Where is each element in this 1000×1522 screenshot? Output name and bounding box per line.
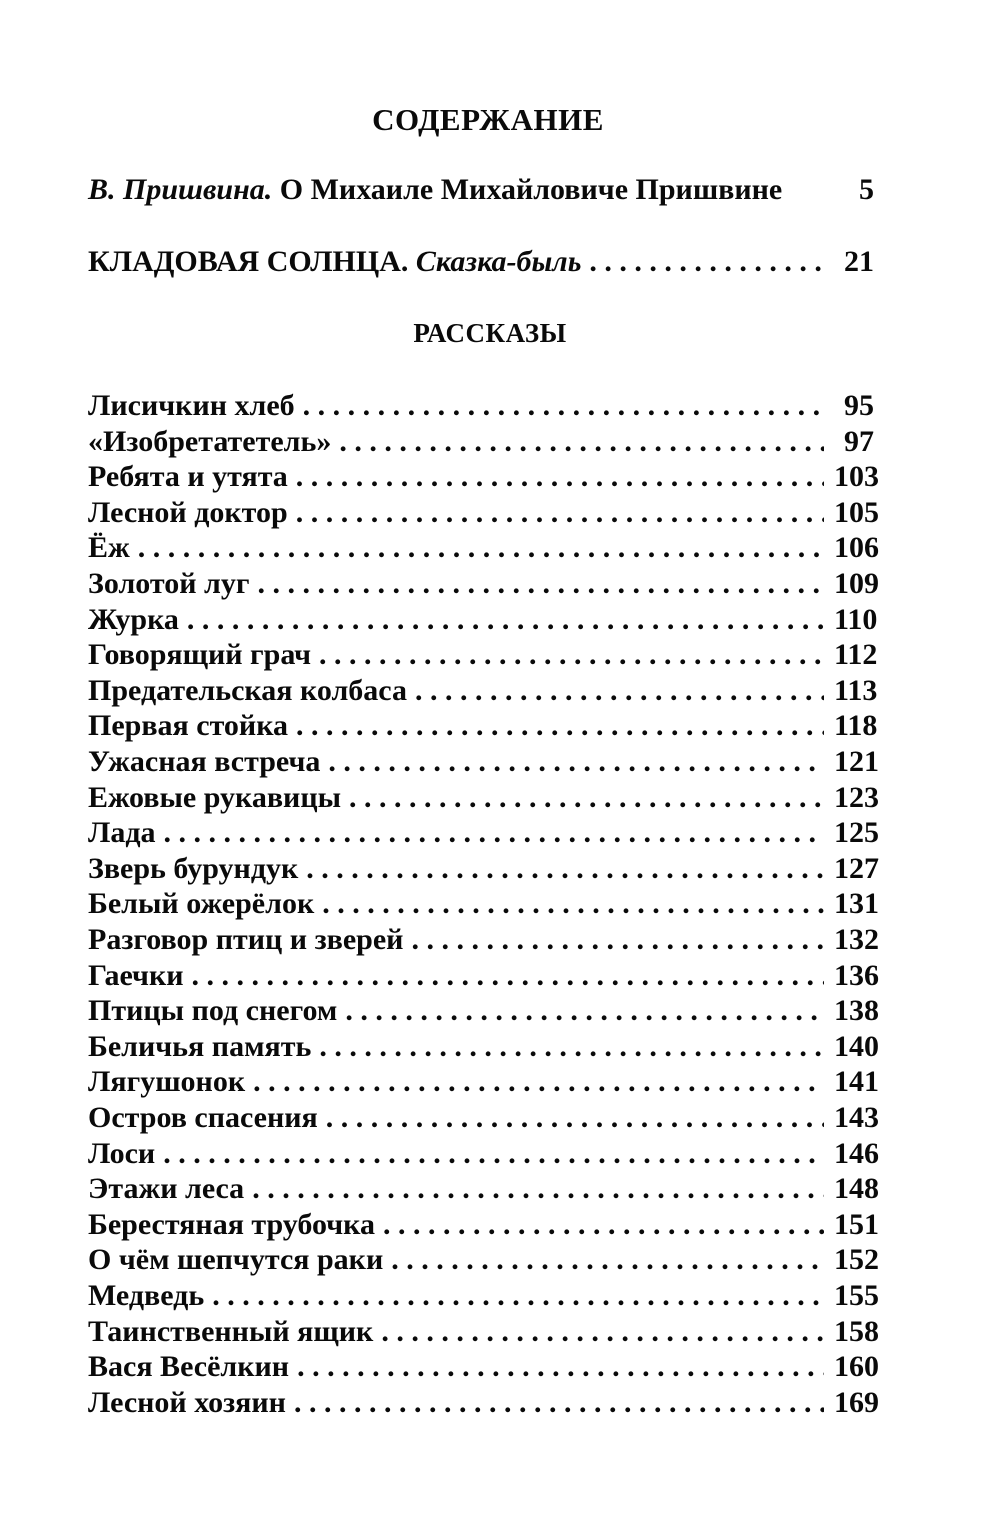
toc-entry-page-number: 127 (834, 851, 879, 885)
toc-entry-title: «Изобретатетель» (88, 424, 332, 458)
dot-leader (138, 530, 824, 566)
toc-entry-title: Говорящий грач (88, 638, 312, 672)
toc-entry[interactable] (88, 1136, 879, 1172)
toc-entry-title: Лесной доктор (88, 495, 288, 529)
toc-entry[interactable] (88, 1171, 879, 1207)
toc-entry-page-number: 103 (834, 460, 879, 494)
toc-entry-page-number: 106 (834, 531, 879, 565)
toc-entry[interactable] (88, 1278, 879, 1314)
toc-entry[interactable] (88, 780, 879, 816)
toc-entry-title: Лягушонок (88, 1065, 246, 1099)
toc-entry-title: Журка (88, 602, 179, 636)
dot-leader (163, 1136, 824, 1172)
dot-leader (326, 1100, 824, 1136)
toc-entry-title: Берестяная трубочка (88, 1207, 375, 1241)
dot-leader (383, 1207, 824, 1243)
toc-entry[interactable] (88, 1100, 879, 1136)
toc-entry[interactable] (88, 602, 878, 638)
main-work-title: КЛАДОВАЯ СОЛНЦА. (88, 245, 409, 278)
toc-entry-title: Ребята и утята (88, 460, 288, 494)
dot-leader (345, 993, 824, 1029)
dot-leader (164, 815, 824, 851)
toc-entry-page-number: 152 (834, 1243, 879, 1277)
toc-entry-intro[interactable] (88, 172, 874, 208)
main-work-label (88, 244, 581, 280)
toc-entry-page-number: 125 (834, 816, 879, 850)
toc-entry[interactable] (88, 459, 879, 495)
toc-entry[interactable] (88, 1242, 879, 1278)
dot-leader (411, 922, 824, 958)
dot-leader (257, 566, 824, 602)
toc-entry-title: Первая стойка (88, 709, 289, 743)
toc-entry[interactable] (88, 922, 879, 958)
dot-leader (187, 602, 824, 638)
toc-entry[interactable] (88, 851, 879, 887)
toc-entry-page-number: 169 (834, 1385, 879, 1419)
toc-entry[interactable] (88, 566, 879, 602)
toc-entry-title: Лисичкин хлеб (88, 389, 295, 422)
toc-entry-title: Зверь бурундук (88, 851, 299, 885)
toc-entry-title: Птицы под снегом (88, 994, 338, 1028)
dot-leader (322, 886, 824, 922)
toc-entry[interactable] (88, 1314, 879, 1350)
toc-entry-title: Разговор птиц и зверей (88, 923, 404, 956)
dot-leader (319, 637, 824, 673)
dot-leader (328, 744, 824, 780)
toc-entry-title: Ежовые рукавицы (88, 780, 342, 814)
dot-leader (297, 1349, 824, 1385)
dot-leader (589, 244, 824, 280)
toc-entry-main-work[interactable] (88, 244, 874, 280)
toc-entry[interactable] (88, 886, 879, 922)
page-title: СОДЕРЖАНИЕ (372, 102, 604, 137)
toc-entry[interactable] (88, 1349, 879, 1385)
toc-entry-title: Лесной хозяин (88, 1385, 286, 1419)
toc-entry-page-number: 97 (844, 424, 874, 458)
intro-page-number: 5 (859, 173, 874, 206)
toc-entry[interactable] (88, 388, 874, 424)
main-work-subtitle: Сказка-быль (408, 245, 582, 278)
dot-leader (303, 388, 824, 424)
toc-entry-page-number: 131 (834, 887, 879, 921)
toc-entry[interactable] (88, 708, 878, 744)
main-work-page-number: 21 (844, 245, 874, 278)
toc-entry-title: Ужасная встреча (88, 745, 321, 778)
toc-entry-title: О чём шепчутся раки (88, 1243, 384, 1277)
toc-entry-page-number: 138 (834, 994, 879, 1028)
toc-entry-page-number: 123 (834, 780, 879, 814)
dot-leader (306, 851, 824, 887)
toc-entry-page-number: 140 (834, 1029, 879, 1063)
toc-entry-title: Этажи леса (88, 1172, 245, 1206)
toc-entry-page-number: 121 (834, 745, 879, 778)
toc-entry[interactable] (88, 815, 879, 851)
toc-entry[interactable] (88, 1385, 879, 1421)
toc-entry-title: Медведь (88, 1279, 205, 1312)
toc-entry-page-number: 118 (834, 709, 878, 743)
toc-entry[interactable] (88, 673, 878, 709)
toc-entry-title: Ёж (88, 531, 130, 565)
toc-entry[interactable] (88, 1029, 879, 1065)
toc-entry-page-number: 132 (834, 923, 879, 956)
dot-leader (415, 673, 824, 709)
intro-label (88, 172, 782, 208)
toc-entry-page-number: 143 (834, 1101, 879, 1134)
toc-entry[interactable] (88, 993, 879, 1029)
toc-entry[interactable] (88, 1207, 879, 1243)
toc-entry-title: Вася Весёлкин (88, 1350, 290, 1384)
toc-entry-page-number: 146 (834, 1136, 879, 1170)
toc-entry-page-number: 109 (834, 567, 879, 600)
toc-entry-title: Золотой луг (88, 567, 250, 600)
dot-leader (192, 958, 824, 994)
toc-entry[interactable] (88, 495, 879, 531)
intro-text: О Михаиле Михайловиче Пришвине (272, 173, 783, 206)
dot-leader (381, 1314, 824, 1350)
dot-leader (212, 1278, 824, 1314)
intro-author: В. Пришвина. (88, 173, 273, 206)
dot-leader (253, 1064, 824, 1100)
dot-leader (349, 780, 824, 816)
toc-entry-title: Беличья память (88, 1029, 312, 1063)
toc-entry[interactable] (88, 958, 879, 994)
toc-entry-page-number: 158 (834, 1314, 879, 1348)
toc-entry-title: Остров спасения (88, 1101, 318, 1134)
toc-entry-page-number: 136 (834, 958, 879, 992)
dot-leader (391, 1242, 824, 1278)
toc-entry[interactable] (88, 1064, 879, 1100)
toc-entry-title: Таинственный ящик (88, 1314, 374, 1348)
toc-entry-title: Лоси (88, 1136, 156, 1170)
dot-leader (319, 1029, 824, 1065)
toc-entry-page-number: 105 (834, 495, 879, 529)
toc-entry-page-number: 113 (834, 673, 878, 707)
section-title: РАССКАЗЫ (413, 318, 567, 348)
dot-leader (296, 495, 824, 531)
toc-entry-title: Гаечки (88, 958, 184, 992)
toc-entry-page-number: 95 (844, 389, 874, 422)
toc-entry-title: Лада (88, 816, 156, 850)
toc-entry-page-number: 155 (834, 1279, 879, 1312)
toc-entry[interactable] (88, 424, 874, 460)
toc-entry-title: Предательская колбаса (88, 673, 407, 707)
toc-entry-page-number: 160 (834, 1350, 879, 1384)
toc-entry[interactable] (88, 744, 879, 780)
dot-leader (294, 1385, 824, 1421)
toc-entry-page-number: 110 (834, 602, 878, 636)
toc-entry-page-number: 141 (834, 1065, 879, 1099)
toc-entry-page-number: 112 (834, 638, 878, 672)
dot-leader (252, 1171, 824, 1207)
dot-leader (296, 708, 824, 744)
dot-leader (339, 424, 824, 460)
toc-entry-page-number: 151 (834, 1207, 879, 1241)
toc-entry[interactable] (88, 637, 878, 673)
toc-entry-page-number: 148 (834, 1172, 879, 1206)
toc-entry[interactable] (88, 530, 879, 566)
dot-leader (296, 459, 824, 495)
toc-entry-title: Белый ожерёлок (88, 887, 315, 921)
